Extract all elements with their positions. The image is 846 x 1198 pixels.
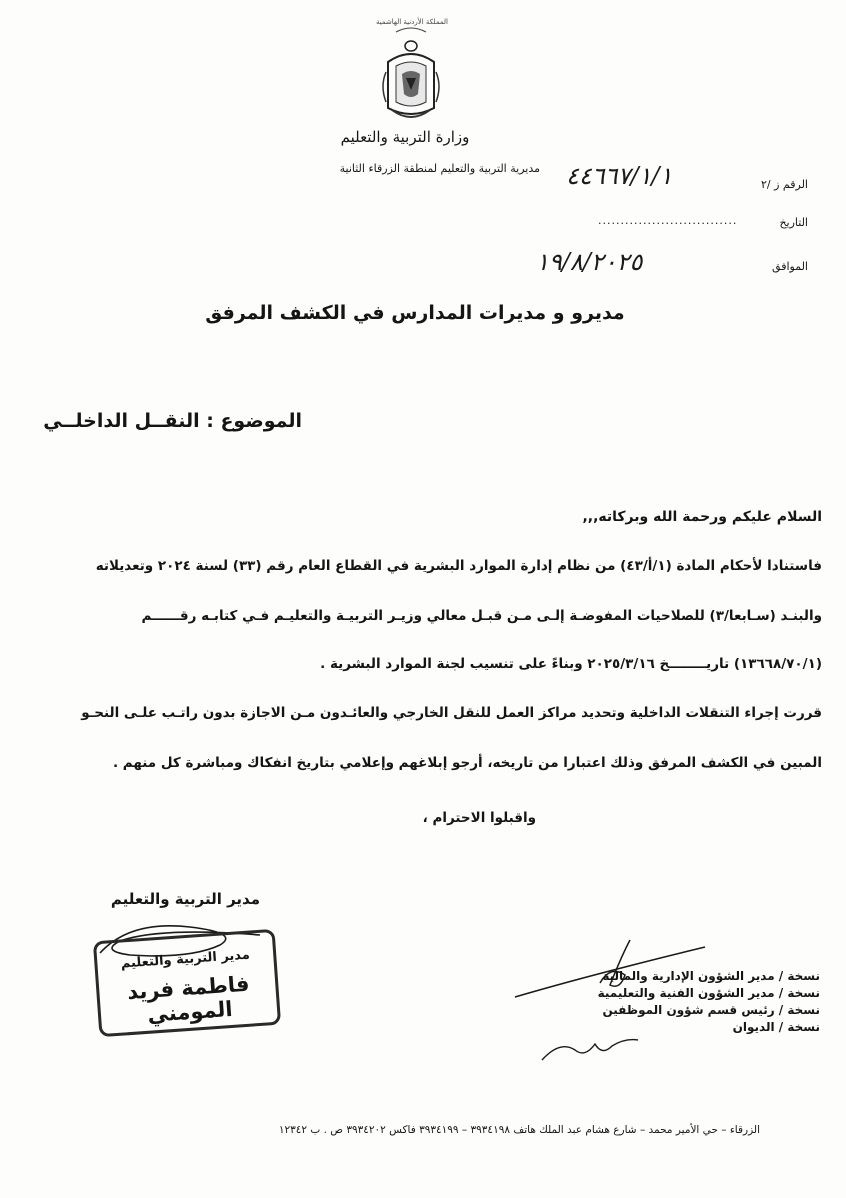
stamp-title: مدير التربية والتعليم [120, 947, 251, 972]
official-stamp [93, 929, 281, 1037]
corresponding-date-value: ١٩/٨/٢٠٢٥ [536, 248, 643, 276]
signature-title: مدير التربية والتعليم [110, 890, 260, 908]
reference-number-label: الرقم ز /٢ [761, 178, 808, 191]
date-dots: ............................... [598, 214, 738, 227]
body-line: فاستنادا لأحكام المادة (١/أ/٤٣) من نظام إدارة الموارد البشرية في القطاع العام رقم (٣٣) لسنة ٢٠٢٤ وتعديلاته [95, 558, 822, 574]
corresponding-date-label: الموافق [772, 260, 808, 273]
ministry-name: وزارة التربية والتعليم [340, 128, 470, 146]
copy-signature-icon [540, 1030, 640, 1065]
reference-number-value: ٤٤٦٦٧/١/١ [566, 162, 673, 190]
list-item: نسخة / مدير الشؤون الفنية والتعليمية [597, 986, 820, 1000]
directorate-name: مديرية التربية والتعليم لمنطقة الزرقاء الثانية [339, 162, 540, 175]
body-line: والبنـد (سـابعا/٣) للصلاحيات المفوضـة إلـى مـن قبـل معالي وزيـر التربيـة والتعليـم فـي كتابـه رقــــــم [141, 608, 822, 624]
list-item: نسخة / رئيس قسم شؤون الموظفين [602, 1003, 820, 1017]
body-line: المبين في الكشف المرفق وذلك اعتبارا من تاريخه، أرجو إبلاغهم وإعلامي بتاريخ انفكاك ومباشرة كل منهم . [112, 755, 822, 771]
coat-of-arms-emblem [376, 16, 446, 128]
footer-address: الزرقاء – حي الأمير محمد – شارع هشام عبد الملك هاتف ٣٩٣٤١٩٨ – ٣٩٣٤١٩٩ فاكس ٣٩٣٤٢٠٢ ص . ب ١٢٣٤٢ [278, 1124, 760, 1136]
list-item: نسخة / الديوان [732, 1020, 820, 1034]
initials-signature-icon [510, 935, 710, 1005]
recipient-heading: مديرو و مديرات المدارس في الكشف المرفق [205, 302, 625, 324]
crest-icon [376, 16, 446, 128]
date-label: التاريخ [779, 216, 808, 229]
closing-line: واقبلوا الاحترام ، [422, 810, 536, 826]
body-line: (١٣٦٦٨/٧٠/١) تاريــــــــخ ٢٠٢٥/٣/١٦ وبناءً على تنسيب لجنة الموارد البشرية . [320, 656, 822, 672]
list-item: نسخة / مدير الشؤون الإدارية والمالية [602, 969, 820, 983]
greeting: السلام عليكم ورحمة الله وبركاته,,, [582, 509, 822, 525]
body-line: قررت إجراء التنقلات الداخلية وتحديد مراكز العمل للنقل الخارجي والعائـدون مـن الاجازة بدون راتـب علـى النحـو [81, 705, 822, 721]
stamp-name: فاطمة فريد المومني [126, 971, 251, 1027]
crest-caption: المملكة الأردنية الهاشمية [375, 18, 449, 26]
subject-line: الموضوع : النقــل الداخلــي [43, 410, 302, 432]
